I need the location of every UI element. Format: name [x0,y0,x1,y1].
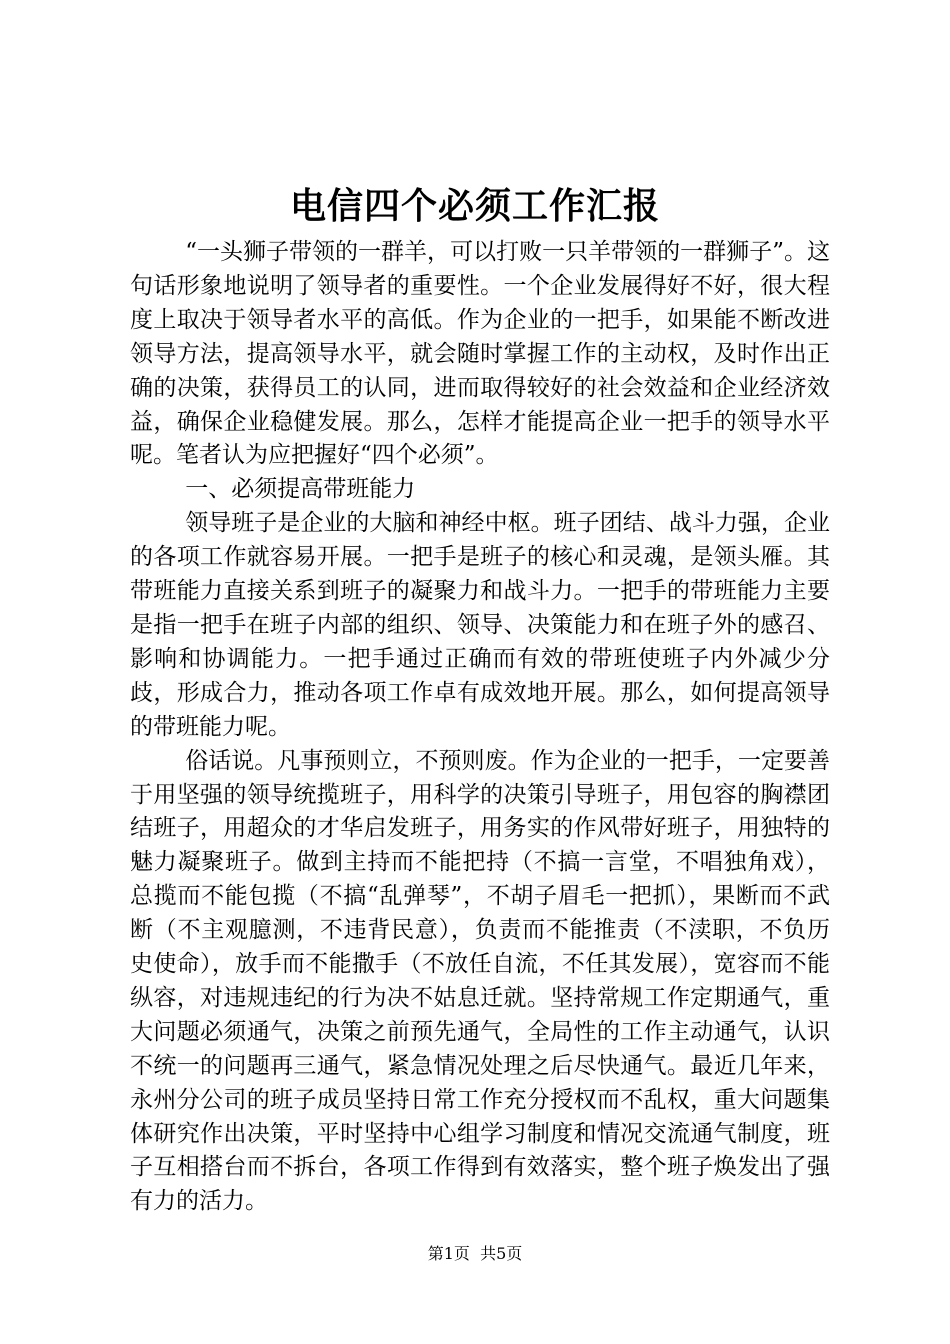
document-title: 电信四个必须工作汇报 [289,185,660,227]
page-number: 第1页 共5页 [427,1244,523,1263]
paragraph-leadership-team: 领导班子是企业的大脑和神经中枢。班子团结、战斗力强，企业的各项工作就容易开展。一把手是班子的核心和灵魂，是领头雁。其带班能力直接关系到班子的凝聚力和战斗力。一把手的带班能力主要是指一把手在班子内部的组织、领导、决策能力和在班子外的感召、影响和协调能力。一把手通过正确而有效的带班使班子内外减少分歧，形成合力，推动各项工作卓有成效地开展。那么，如何提高领导的带班能力呢。 [130,510,830,740]
paragraph-intro: “一头狮子带领的一群羊，可以打败一只羊带领的一群狮子”。这句话形象地说明了领导者的重要性。一个企业发展得好不好，很大程度上取决于领导者水平的高低。作为企业的一把手，如果能不断改进领导方法，提高领导水平，就会随时掌握工作的主动权，及时作出正确的决策，获得员工的认同，进而取得较好的社会效益和企业经济效益，确保企业稳健发展。那么，怎样才能提高企业一把手的领导水平呢。笔者认为应把握好“四个必须”。 [130,239,830,469]
section-heading-1: 一、必须提高带班能力 [185,476,416,503]
paragraph-proverb: 俗话说。凡事预则立，不预则废。作为企业的一把手，一定要善于用坚强的领导统揽班子，用科学的决策引导班子，用包容的胸襟团结班子，用超众的才华启发班子，用务实的作风带好班子，用独特的魅力凝聚班子。做到主持而不能把持（不搞一言堂，不唱独角戏），总揽而不能包揽（不搞“乱弹琴”，不胡子眉毛一把抓），果断而不武断（不主观臆测，不违背民意），负责而不能推责（不渎职，不负历史使命），放手而不能撒手（不放任自流，不任其发展），宽容而不能纵容，对违规违纪的行为决不姑息迁就。坚持常规工作定期通气，重大问题必须通气，决策之前预先通气，全局性的工作主动通气，认识不统一的问题再三通气，紧急情况处理之后尽快通气。最近几年来，永州分公司的班子成员坚持日常工作充分授权而不乱权，重大问题集体研究作出决策，平时坚持中心组学习制度和情况交流通气制度，班子互相搭台而不拆台，各项工作得到有效落实，整个班子焕发出了强有力的活力。 [130,747,830,1215]
document-body [130,236,830,1219]
page-footer [0,1243,950,1265]
